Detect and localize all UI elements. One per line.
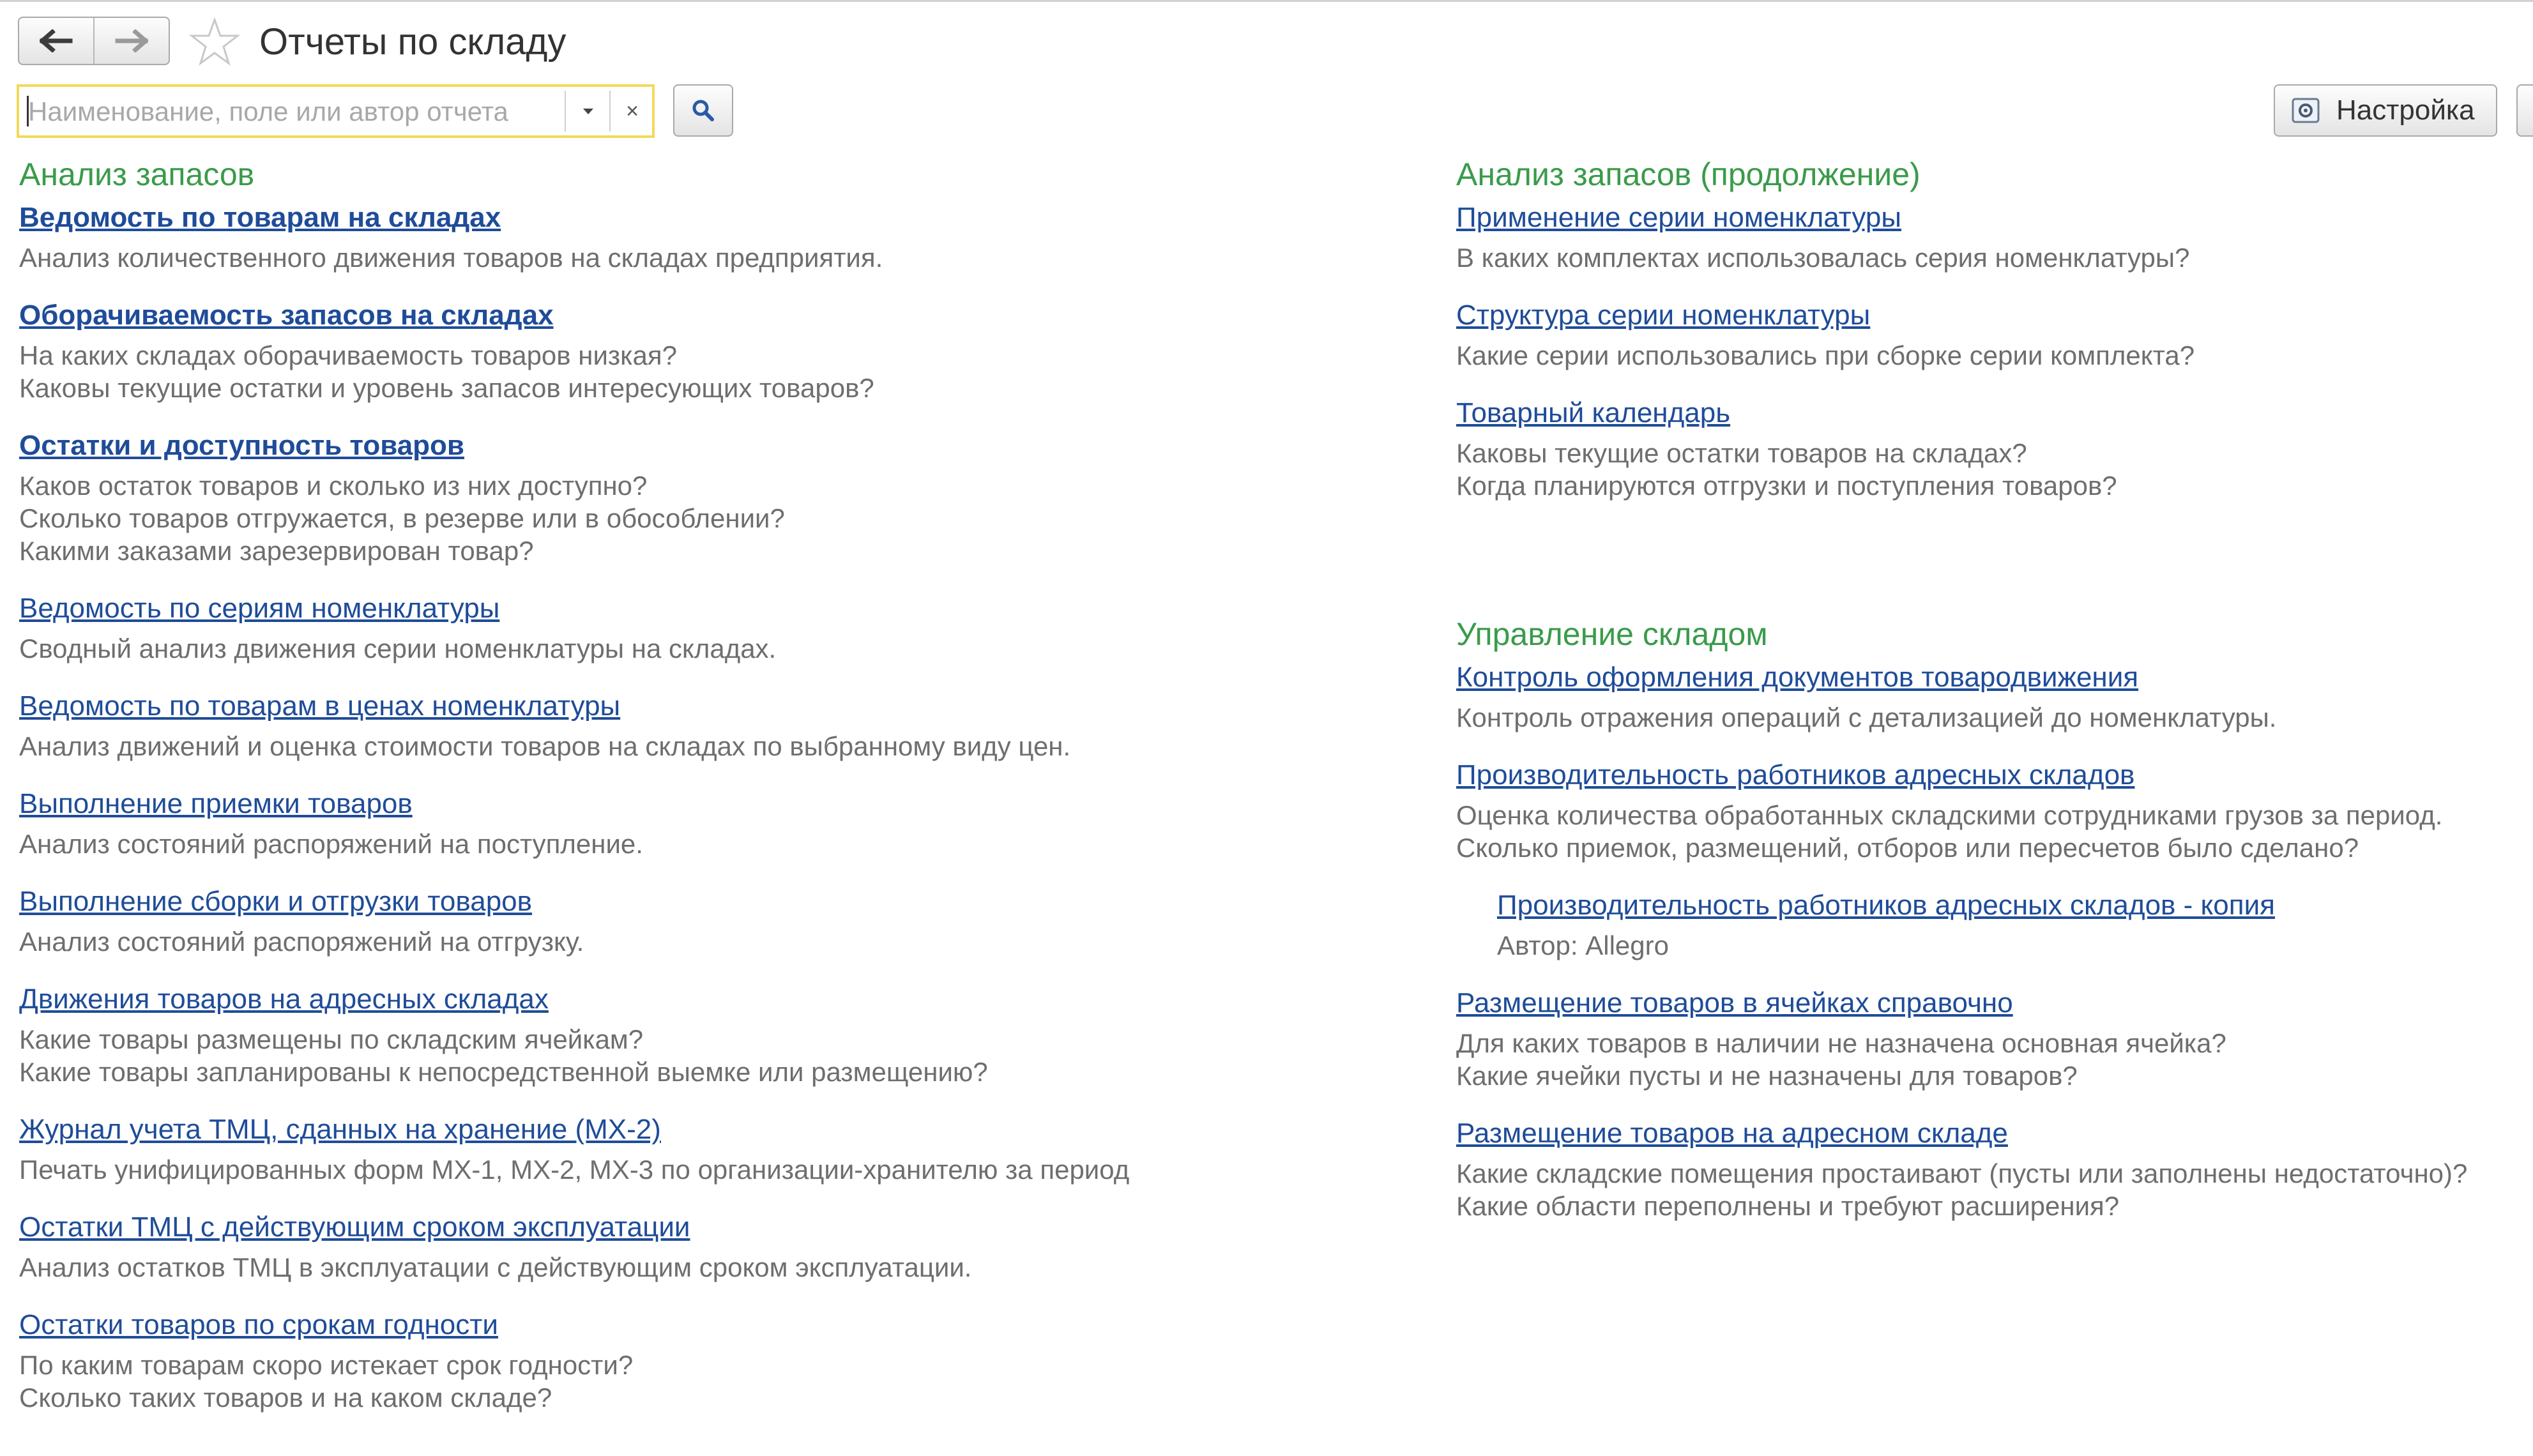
search-input[interactable] [24, 91, 579, 133]
report-description [19, 1251, 1411, 1284]
report-description-line: Какими заказами зарезервирован товар? [19, 536, 534, 566]
report-description-line: Какие серии использовались при сборке серии комплекта? [1456, 340, 2195, 370]
report-link[interactable]: Движения товаров на адресных складах [19, 983, 549, 1015]
navigation-buttons [18, 17, 170, 65]
report-description [1456, 1157, 2529, 1222]
section-title-stock-analysis: Анализ запасов [19, 156, 255, 192]
arrow-left-icon [40, 29, 73, 52]
report-item [1497, 887, 2529, 962]
report-description-line: Контроль отражения операций с детализацией до номенклатуры. [1456, 702, 2277, 732]
report-description-line: Какие товары размещены по складским ячейкам? [19, 1024, 644, 1054]
favorite-button[interactable] [189, 17, 240, 68]
report-link[interactable]: Контроль оформления документов товародвижения [1456, 662, 2139, 693]
report-description-line: Какие товары запланированы к непосредственной выемке или размещению? [19, 1057, 988, 1087]
report-description-line: Сводный анализ движения серии номенклатуры на складах. [19, 633, 777, 664]
report-description-line: Печать унифицированных форм МХ-1, МХ-2, МХ-3 по организации-хранителю за период [19, 1155, 1130, 1185]
report-description-line: Сколько приемок, размещений, отборов или пересчетов было сделано? [1456, 833, 2359, 863]
report-description [1456, 1027, 2529, 1092]
report-link[interactable]: Размещение товаров на адресном складе [1456, 1118, 2008, 1149]
report-item [19, 1209, 1411, 1284]
report-link[interactable]: Журнал учета ТМЦ, сданных на хранение (МХ-2) [19, 1114, 661, 1145]
report-description-line: Анализ состояний распоряжений на поступление. [19, 829, 643, 859]
report-description [1456, 799, 2529, 864]
report-link[interactable]: Ведомость по товарам в ценах номенклатуры [19, 690, 621, 722]
report-link[interactable]: Оборачиваемость запасов на складах [19, 300, 554, 331]
report-description [1456, 701, 2529, 734]
report-description-line: Анализ количественного движения товаров на складах предприятия. [19, 243, 883, 273]
report-description-line: Какие складские помещения простаивают (пусты или заполнены недостаточно)? [1456, 1158, 2468, 1188]
section-title-warehouse-management: Управление складом [1456, 616, 1768, 652]
search-button[interactable] [673, 84, 733, 137]
report-link[interactable]: Остатки ТМЦ с действующим сроком эксплуатации [19, 1211, 690, 1243]
report-list [1456, 659, 2529, 1222]
divider [609, 91, 611, 132]
report-link[interactable]: Товарный календарь [1456, 397, 1731, 428]
report-item [19, 199, 1411, 274]
report-description-line: Каков остаток товаров и сколько из них доступно? [19, 471, 648, 501]
report-item [1456, 659, 2529, 734]
arrow-right-icon [115, 29, 148, 52]
report-description-line: Для каких товаров в наличии не назначена основная ячейка? [1456, 1028, 2226, 1058]
report-item [19, 590, 1411, 665]
right-column [1456, 153, 2529, 1245]
report-link[interactable]: Размещение товаров в ячейках справочно [1456, 987, 2013, 1019]
report-link[interactable]: Ведомость по товарам на складах [19, 202, 501, 233]
report-link[interactable]: Выполнение приемки товаров [19, 788, 413, 819]
report-item [19, 427, 1411, 567]
report-item [19, 883, 1411, 958]
report-description [19, 1023, 1411, 1088]
search-box [17, 84, 655, 138]
report-description-line: На каких складах оборачиваемость товаров низкая? [19, 340, 677, 370]
report-description-line: Оценка количества обработанных складскими сотрудниками грузов за период. [1456, 800, 2443, 830]
report-description [19, 1153, 1411, 1186]
forward-button[interactable] [93, 18, 169, 64]
text-cursor [27, 96, 29, 126]
report-description [1456, 437, 2529, 502]
settings-button-label: Настройка [2336, 95, 2475, 126]
report-description [19, 339, 1411, 404]
report-item [19, 1307, 1411, 1414]
report-link[interactable]: Остатки и доступность товаров [19, 430, 464, 461]
report-description [19, 632, 1411, 665]
report-description-line: Какие области переполнены и требуют расширения? [1456, 1191, 2120, 1221]
report-link[interactable]: Производительность работников адресных складов [1456, 759, 2135, 791]
window-top-border [0, 0, 2533, 2]
report-description [19, 925, 1411, 958]
search-dropdown-button[interactable] [568, 87, 608, 135]
report-description [1456, 339, 2529, 372]
search-icon [690, 98, 716, 123]
report-item [19, 297, 1411, 404]
report-description-line: Каковы текущие остатки товаров на складах? [1456, 438, 2027, 468]
report-description [19, 241, 1411, 274]
report-item [1456, 985, 2529, 1092]
report-link[interactable]: Структура серии номенклатуры [1456, 300, 1871, 331]
star-icon [189, 17, 240, 68]
report-description [1497, 929, 2529, 962]
report-link[interactable]: Производительность работников адресных складов - копия [1497, 890, 2275, 921]
report-item [19, 1111, 1411, 1186]
chevron-down-icon [582, 107, 595, 115]
report-description-line: Сколько товаров отгружается, в резерве или в обособлении? [19, 503, 785, 533]
report-description [19, 828, 1411, 860]
report-description-line: Какие ячейки пусты и не назначены для товаров? [1456, 1061, 2078, 1091]
report-description [19, 469, 1411, 567]
report-link[interactable]: Ведомость по сериям номенклатуры [19, 593, 500, 624]
report-item [1456, 297, 2529, 372]
report-item [1456, 395, 2529, 502]
search-clear-button[interactable]: × [626, 98, 639, 123]
page-title: Отчеты по складу [259, 21, 567, 63]
report-description-line: Сколько таких товаров и на каком складе? [19, 1383, 552, 1413]
gear-icon [2290, 95, 2321, 126]
report-list [19, 199, 1411, 1414]
report-description-line: В каких комплектах использовалась серия номенклатуры? [1456, 243, 2190, 273]
report-description [19, 1349, 1411, 1414]
report-link[interactable]: Остатки товаров по срокам годности [19, 1309, 498, 1340]
divider [565, 91, 566, 132]
report-item [1456, 1115, 2529, 1222]
report-link[interactable]: Выполнение сборки и отгрузки товаров [19, 886, 533, 917]
report-list [1456, 199, 2529, 502]
more-button[interactable] [2516, 84, 2533, 137]
report-link[interactable]: Применение серии номенклатуры [1456, 202, 1902, 233]
report-item [19, 688, 1411, 762]
report-description-line: По каким товарам скоро истекает срок годности? [19, 1350, 634, 1380]
report-item [1456, 199, 2529, 274]
report-description-line: Автор: Allegro [1497, 930, 1669, 960]
report-description-line: Анализ остатков ТМЦ в эксплуатации с действующим сроком эксплуатации. [19, 1252, 972, 1282]
report-description-line: Когда планируются отгрузки и поступления товаров? [1456, 471, 2117, 501]
report-item [19, 981, 1411, 1088]
section-title-stock-analysis-continued: Анализ запасов (продолжение) [1456, 156, 1921, 192]
report-description [19, 730, 1411, 762]
report-description-line: Анализ состояний распоряжений на отгрузку. [19, 927, 584, 957]
report-description-line: Анализ движений и оценка стоимости товаров на складах по выбранному виду цен. [19, 731, 1071, 761]
report-description-line: Каковы текущие остатки и уровень запасов интересующих товаров? [19, 373, 874, 403]
left-column [19, 153, 1411, 1437]
settings-button[interactable] [2274, 84, 2497, 137]
report-item [19, 785, 1411, 860]
back-button[interactable] [19, 18, 93, 64]
report-description [1456, 241, 2529, 274]
report-item [1456, 757, 2529, 864]
